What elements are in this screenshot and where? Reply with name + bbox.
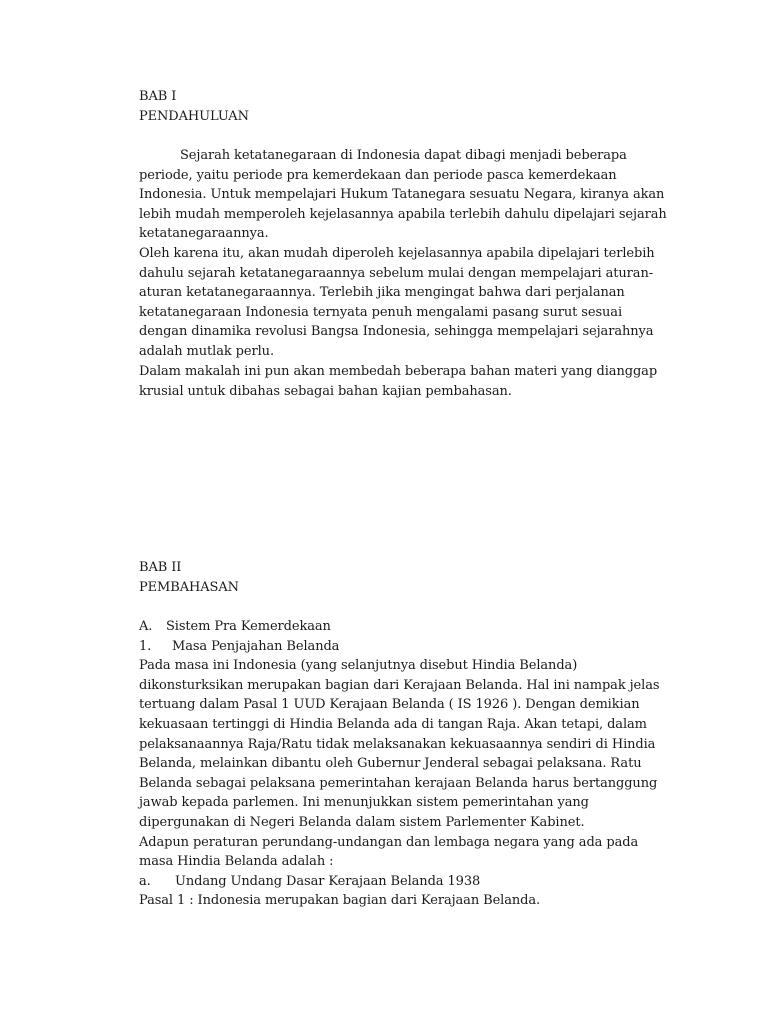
chapter-1-heading: BAB I xyxy=(139,89,177,104)
paragraph-line: ketatanegaraannya. xyxy=(139,226,269,242)
section-a-marker: A. xyxy=(139,619,153,634)
paragraph-line: tertuang dalam Pasal 1 UUD Kerajaan Belanda ( IS 1926 ). Dengan demikian xyxy=(139,697,640,713)
paragraph-line: adalah mutlak perlu. xyxy=(139,343,274,359)
section-a-heading xyxy=(139,617,679,637)
paragraph-line: aturan ketatanegaraannya. Terlebih jika mengingat bahwa dari perjalanan xyxy=(139,285,625,301)
subsection-1-heading xyxy=(139,637,679,657)
paragraph-line: Dalam makalah ini pun akan membedah beberapa bahan materi yang dianggap xyxy=(139,364,658,379)
item-a-label: Undang Undang Dasar Kerajaan Belanda 1938 xyxy=(175,873,481,889)
chapter-1-title: PENDAHULUAN xyxy=(139,108,249,124)
paragraph-line: Sejarah ketatanegaraan di Indonesia dapat dibagi menjadi beberapa xyxy=(180,148,627,163)
paragraph-line: lebih mudah memperoleh kejelasannya apabila terlebih dahulu dipelajari sejarah xyxy=(139,206,667,222)
paragraph-line: Pada masa ini Indonesia (yang selanjutnya disebut Hindia Belanda) xyxy=(139,658,578,674)
paragraph-line: dahulu sejarah ketatanegaraannya sebelum mulai dengan mempelajari aturan- xyxy=(139,265,654,281)
chapter-2-title: PEMBAHASAN xyxy=(139,579,239,595)
paragraph-line: Oleh karena itu, akan mudah diperoleh kejelasannya apabila dipelajari terlebih xyxy=(139,246,655,261)
chapter-1 xyxy=(139,87,679,126)
chapter-1-paragraph-2 xyxy=(139,244,679,362)
paragraph-line: dikonsturksikan merupakan bagian dari Kerajaan Belanda. Hal ini nampak jelas xyxy=(139,677,660,693)
chapter-2-heading: BAB II xyxy=(139,560,182,575)
subsection-1-marker: 1. xyxy=(139,638,152,654)
chapter-1-paragraph-3 xyxy=(139,362,679,401)
paragraph-line: ketatanegaraan Indonesia ternyata penuh mengalami pasang surut sesuai xyxy=(139,304,623,320)
paragraph-line: kekuasaan tertinggi di Hindia Belanda ada di tangan Raja. Akan tetapi, dalam xyxy=(139,716,647,732)
section-a-label: Sistem Pra Kemerdekaan xyxy=(166,619,331,634)
subsection-1-label: Masa Penjajahan Belanda xyxy=(172,638,340,654)
paragraph-line: pelaksanaannya Raja/Ratu tidak melaksanakan kekuasaannya sendiri di Hindia xyxy=(139,736,656,752)
paragraph-line: Adapun peraturan perundang-undangan dan lembaga negara yang ada pada xyxy=(139,834,639,850)
item-a-heading xyxy=(139,872,679,892)
chapter-2-content xyxy=(139,617,679,911)
paragraph-line: masa Hindia Belanda adalah : xyxy=(139,854,334,870)
paragraph-line: Belanda sebagai pelaksana pemerintahan kerajaan Belanda harus bertanggung xyxy=(139,775,658,791)
chapter-1-paragraph-1 xyxy=(139,146,679,244)
pasal-1-line: Pasal 1 : Indonesia merupakan bagian dari Kerajaan Belanda. xyxy=(139,893,541,909)
paragraph-line: krusial untuk dibahas sebagai bahan kajian pembahasan. xyxy=(139,383,512,399)
paragraph-line: dipergunakan di Negeri Belanda dalam sistem Parlementer Kabinet. xyxy=(139,814,585,830)
paragraph-line: jawab kepada parlemen. Ini menunjukkan sistem pemerintahan yang xyxy=(139,795,589,811)
item-a-marker: a. xyxy=(139,873,151,889)
paragraph-line: Belanda, melainkan dibantu oleh Gubernur Jenderal sebagai pelaksana. Ratu xyxy=(139,756,642,772)
chapter-2 xyxy=(139,558,679,597)
paragraph-line: Indonesia. Untuk mempelajari Hukum Tatanegara sesuatu Negara, kiranya akan xyxy=(139,187,665,203)
paragraph-line: dengan dinamika revolusi Bangsa Indonesia, sehingga mempelajari sejarahnya xyxy=(139,324,654,340)
paragraph-line: periode, yaitu periode pra kemerdekaan dan periode pasca kemerdekaan xyxy=(139,167,617,183)
